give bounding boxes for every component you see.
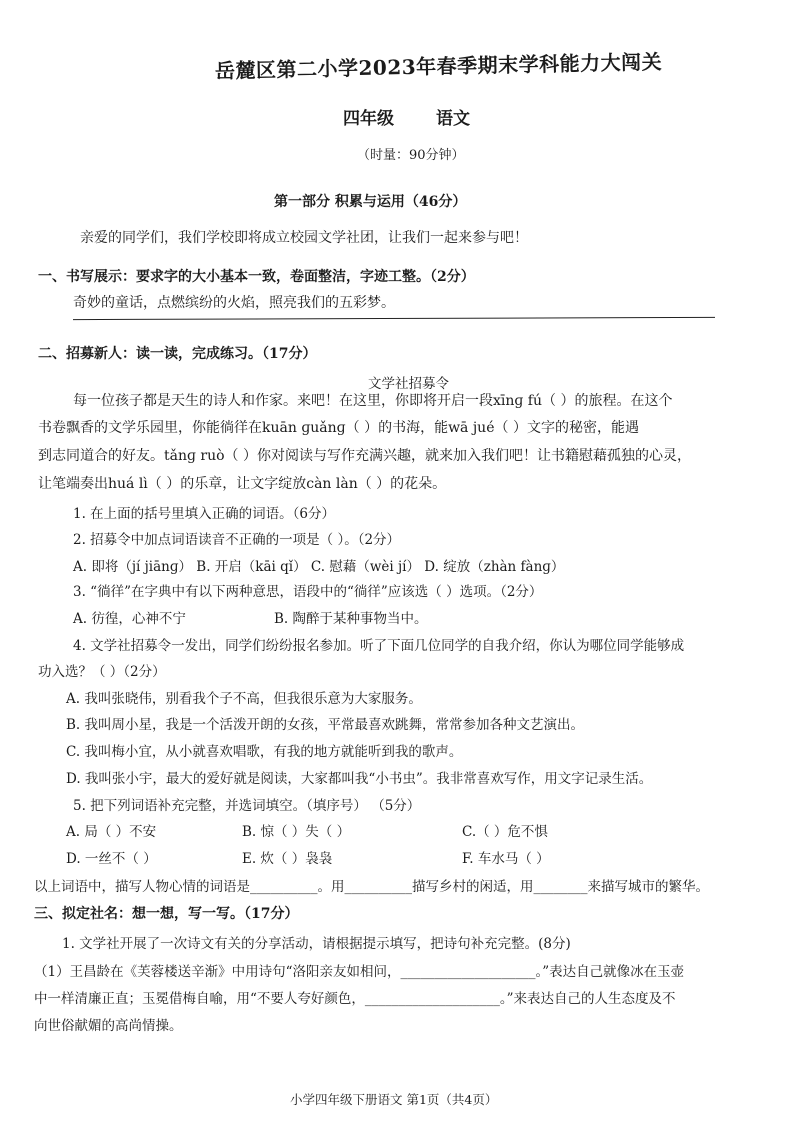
intro-text: 亲爱的同学们，我们学校即将成立校园文学社团，让我们一起来参与吧！ (80, 230, 528, 246)
q5-item-a: A. 局（ ）不安 (66, 824, 157, 840)
exam-subtitle (343, 104, 470, 129)
q5-item-e: E. 炊（ ）袅袅 (242, 851, 333, 867)
question-2-2-options: A. 即将（jí jiānɡ） B. 开启（kāi qǐ） C. 慰藉（wèi jí） D. 绽放（zhàn fànɡ） (73, 559, 565, 575)
notice-title: 文学社招募令 (368, 376, 449, 392)
passage-line-4: 让笔端奏出huá lì（ ）的乐章，让文字绽放càn làn（ ）的花朵。 (38, 476, 447, 492)
question-3-1: 1. 文学社开展了一次诗文有关的分享活动，请根据提示填写，把诗句补充完整。(8分) (62, 936, 571, 952)
part-heading: 第一部分 积累与运用（46分） (274, 194, 467, 210)
section-3-heading: 三、拟定社名：想一想，写一写。（17分） (34, 906, 299, 922)
question-3-1-1-line-3: 向世俗献媚的高尚情操。 (34, 1018, 183, 1034)
question-2-4-option-a: A. 我叫张晓伟，别看我个子不高，但我很乐意为大家服务。 (66, 691, 422, 707)
passage-line-2: 书卷飘香的文学乐园里，你能徜徉在kuān ɡuǎnɡ（ ）的书海，能wā jué（ ）文字的秘密，能遇 (38, 420, 639, 436)
question-2-4-option-b: B. 我叫周小星，我是一个活泼开朗的女孩，平常最喜欢跳舞，常常参加各种文艺演出。 (66, 717, 585, 733)
question-2-3-option-a: A. 彷徨，心神不宁 (73, 611, 186, 627)
question-3-1-1-line-2: 中一样清廉正直；玉冕借梅自喻，用“不要人夸好颜色，____________________。”来表达自己的人生态度及不 (34, 991, 676, 1007)
q5-item-b: B. 惊（ ）失（ ） (242, 824, 351, 840)
passage-line-1: 每一位孩子都是天生的诗人和作家。来吧！在这里，你即将开启一段xīnɡ fú（ ）的旅程。在这个 (73, 393, 673, 409)
question-2-4-option-c: C. 我叫梅小宜，从小就喜欢唱歌，有我的地方就能听到我的歌声。 (66, 744, 463, 760)
q5-item-d: D. 一丝不（ ） (66, 851, 157, 867)
page-footer: 小学四年级下册语文 第1页（共4页） (290, 1092, 498, 1107)
question-2-2: 2. 招募令中加点词语读音不正确的一项是（ ）。（2分） (73, 532, 401, 548)
writing-sample-text: 奇妙的童话，点燃缤纷的火焰，照亮我们的五彩梦。 (73, 295, 395, 311)
question-2-3-option-b: B. 陶醉于某种事物当中。 (274, 611, 428, 627)
question-3-1-1-line-1: （1）王昌龄在《芙蓉楼送辛渐》中用诗句“洛阳亲友如相问，____________________。”表达自己就像冰在玉壶 (34, 964, 685, 980)
section-2-heading: 二、招募新人：读一读，完成练习。（17分） (38, 346, 317, 362)
subject-label: 语文 (436, 109, 470, 129)
question-2-3: 3. “徜徉”在字典中有以下两种意思，语段中的“徜徉”应该选（ ）选项。（2分） (73, 584, 543, 600)
grade-label: 四年级 (343, 109, 394, 129)
duration-label: （时量：90分钟） (357, 148, 465, 163)
q5-item-f: F. 车水马（ ） (462, 851, 550, 867)
question-2-1: 1. 在上面的括号里填入正确的词语。（6分） (73, 506, 336, 522)
question-2-5: 5. 把下列词语补充完整，并选词填空。（填序号） （5分） (73, 798, 421, 814)
question-2-4-option-d: D. 我叫张小宇，最大的爱好就是阅读，大家都叫我“小书虫”。我非常喜欢写作，用文字记录生活。 (66, 771, 653, 787)
q5-fill-sentence: 以上词语中，描写人物心情的词语是__________。用__________描写乡村的闲适，用________来描写城市的繁华。 (34, 879, 709, 895)
writing-line[interactable] (73, 317, 715, 320)
section-1-heading: 一、书写展示：要求字的大小基本一致，卷面整洁，字迹工整。（2分） (38, 269, 475, 285)
exam-title: 岳麓区第二小学2023年春季期末学科能力大闯关 (214, 49, 663, 83)
q5-item-c: C.（ ）危不惧 (462, 824, 548, 840)
passage-line-3: 到志同道合的好友。tǎnɡ ruò（ ）你对阅读与写作充满兴趣，就来加入我们吧！让书籍慰藉孤独的心灵， (38, 448, 691, 464)
question-2-4-line-1: 4. 文学社招募令一发出，同学们纷纷报名参加。听了下面几位同学的自我介绍，你认为哪位同学能够成 (73, 638, 685, 654)
question-2-4-line-2: 功入选？（ ）（2分） (38, 664, 166, 680)
